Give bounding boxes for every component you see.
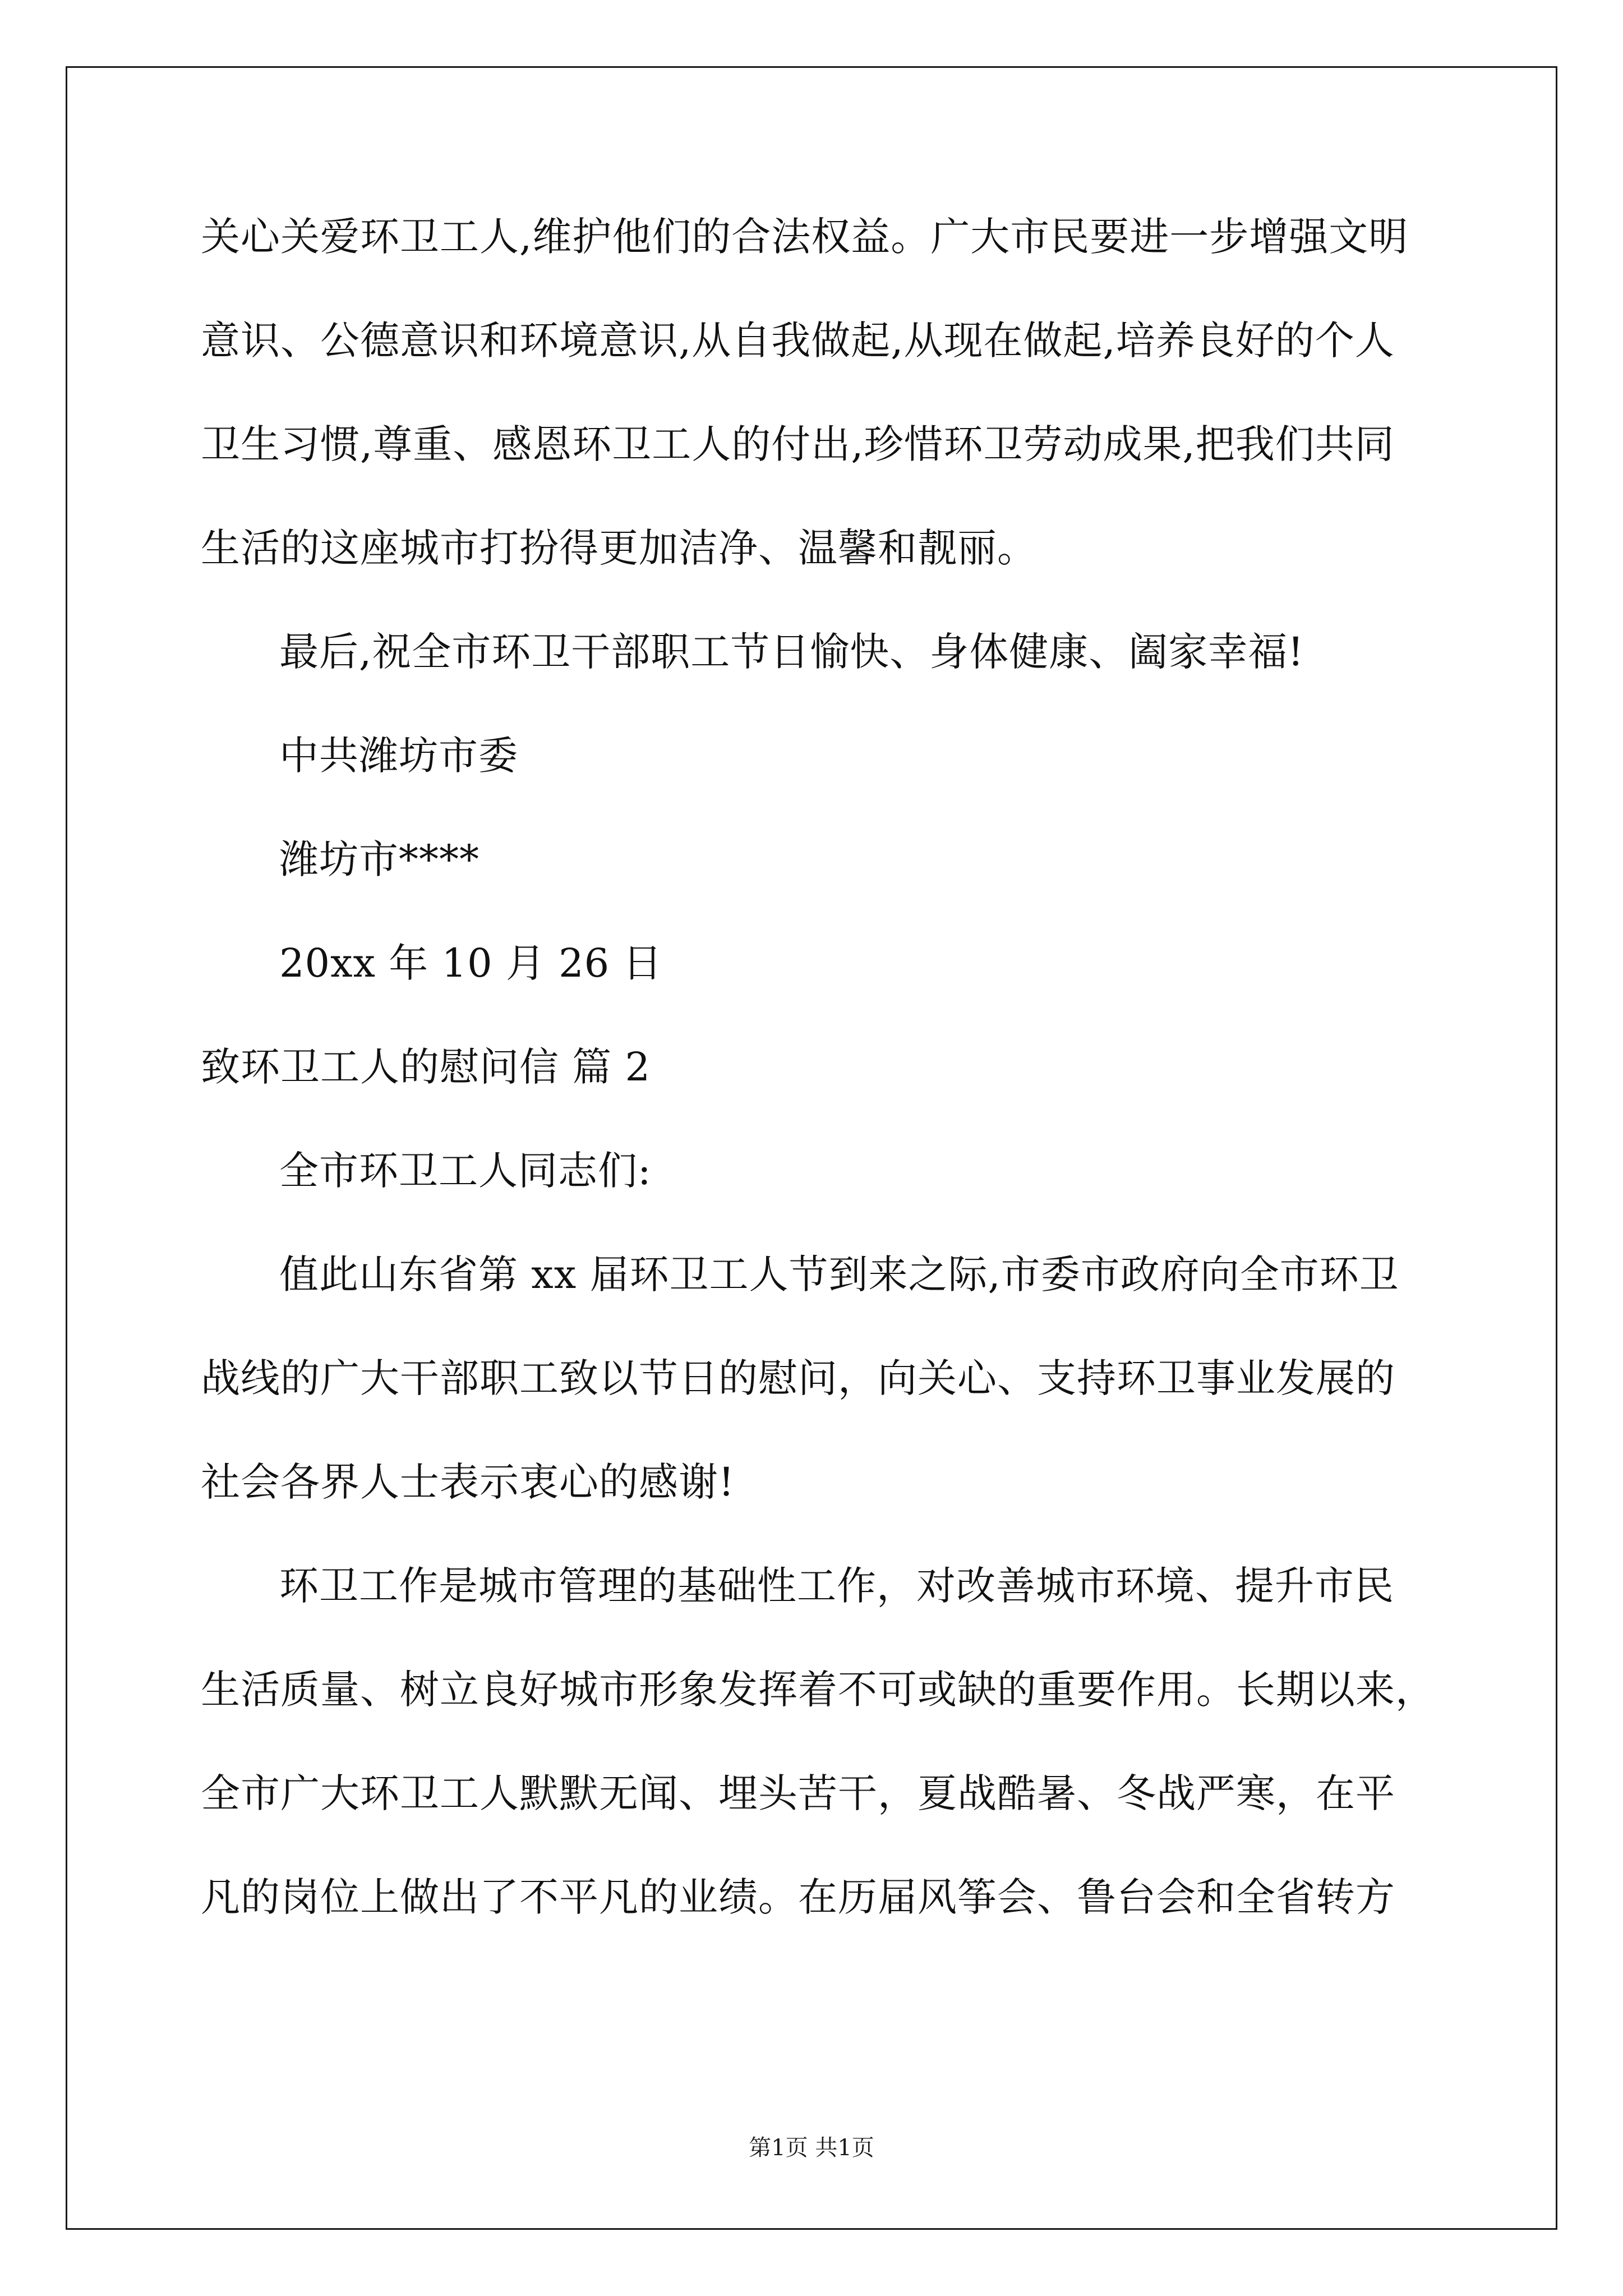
salutation: 全市环卫工人同志们: xyxy=(279,1148,652,1194)
text-line: 全市广大环卫工人默默无闻、埋头苦干，夏战酷暑、冬战严寒，在平 xyxy=(201,1770,1395,1816)
signature-org-1: 中共潍坊市委 xyxy=(279,733,518,779)
closing-line: 最后,祝全市环卫干部职工节日愉快、身体健康、阖家幸福! xyxy=(279,629,1304,675)
text-line: 环卫工作是城市管理的基础性工作，对改善城市环境、提升市民 xyxy=(279,1563,1394,1609)
text-line: 关心关爱环卫工人,维护他们的合法权益。广大市民要进一步增强文明 xyxy=(201,214,1409,260)
text-line: 凡的岗位上做出了不平凡的业绩。在历届风筝会、鲁台会和全省转方 xyxy=(201,1874,1395,1920)
page-footer: 第1页 共1页 xyxy=(749,2135,874,2161)
text-line: 战线的广大干部职工致以节日的慰问，向关心、支持环卫事业发展的 xyxy=(201,1355,1395,1401)
text-line: 卫生习惯,尊重、感恩环卫工人的付出,珍惜环卫劳动成果,把我们共同 xyxy=(201,421,1395,467)
text-line: 生活质量、树立良好城市形象发挥着不可或缺的重要作用。长期以来， xyxy=(201,1667,1435,1713)
section-title: 致环卫工人的慰问信 篇 2 xyxy=(201,1044,651,1090)
text-line: 社会各界人士表示衷心的感谢! xyxy=(201,1459,735,1505)
signature-date: 20xx 年 10 月 26 日 xyxy=(279,940,663,986)
signature-org-2: 潍坊市**** xyxy=(279,836,479,882)
text-line: 值此山东省第 xx 届环卫工人节到来之际,市委市政府向全市环卫 xyxy=(279,1251,1399,1297)
text-line: 生活的这座城市打扮得更加洁净、温馨和靓丽。 xyxy=(201,525,1037,571)
text-line: 意识、公德意识和环境意识,从自我做起,从现在做起,培养良好的个人 xyxy=(201,318,1395,364)
